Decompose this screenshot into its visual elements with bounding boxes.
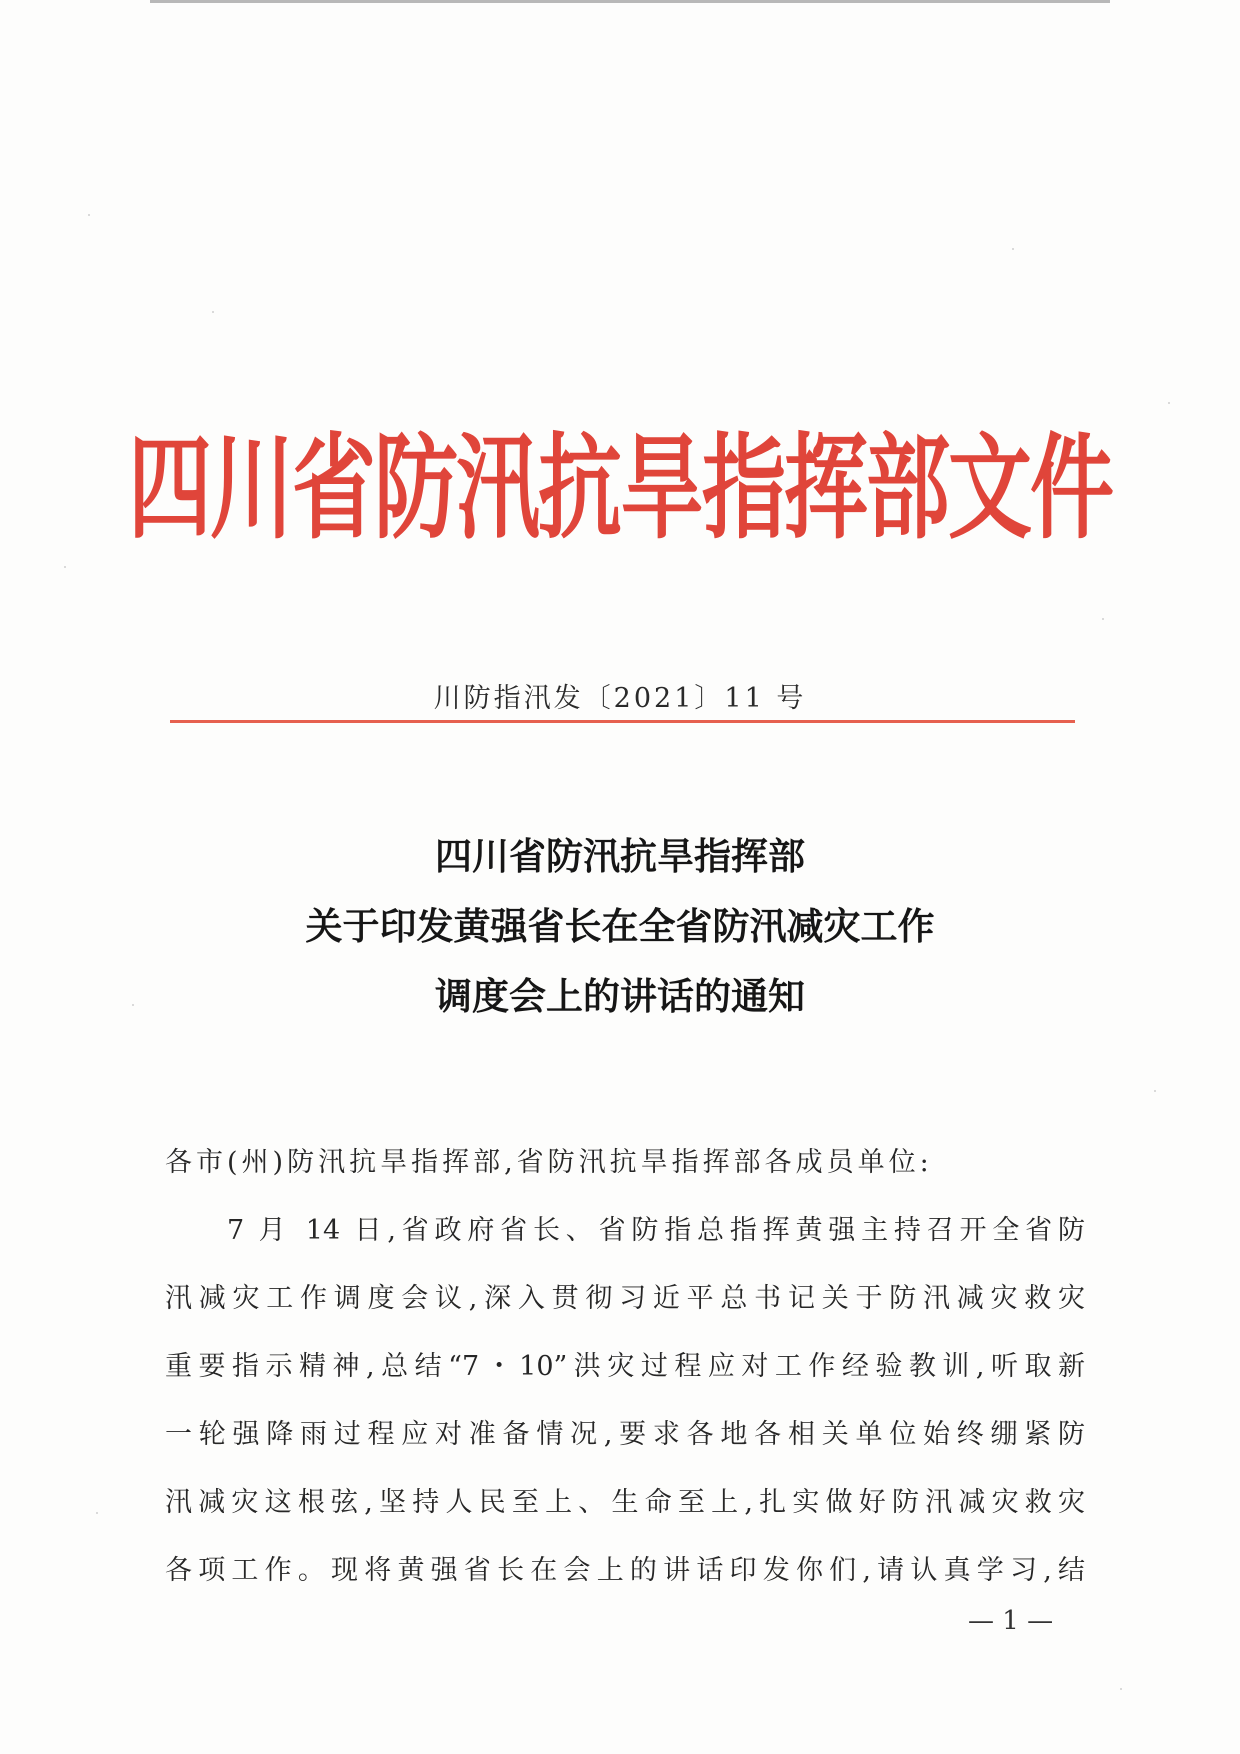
scan-speck (1168, 402, 1170, 404)
body-line: 7 月 14 日,省政府省长、省防指总指挥黄强主持召开全省防 (227, 1215, 1085, 1246)
scan-speck (1154, 1090, 1156, 1092)
body-line: 重要指示精神,总结“7・10”洪灾过程应对工作经验教训,听取新 (165, 1351, 1085, 1382)
scan-top-edge (150, 0, 1110, 3)
document-header-title: 四川省防汛抗旱指挥部文件 (127, 420, 1112, 555)
scan-speck (88, 214, 90, 216)
body-line: 一轮强降雨过程应对准备情况,要求各地各相关单位始终绷紧防 (165, 1419, 1085, 1450)
document-number: 川防指汛发〔2021〕11 号 (433, 683, 807, 714)
notice-body (165, 1140, 1085, 1616)
scan-speck (132, 1004, 134, 1006)
notice-title-line-2: 关于印发黄强省长在全省防汛减灾工作 (305, 904, 935, 948)
scan-speck (96, 1512, 98, 1514)
notice-title (0, 834, 1240, 1048)
scan-speck (64, 566, 66, 568)
scan-speck (212, 311, 214, 313)
red-divider-line (170, 720, 1075, 723)
body-line: 各项工作。现将黄强省长在会上的讲话印发你们,请认真学习,结 (165, 1555, 1085, 1586)
notice-title-line-1: 四川省防汛抗旱指挥部 (435, 834, 805, 878)
notice-title-line-3: 调度会上的讲话的通知 (435, 974, 805, 1018)
scan-speck (1120, 1688, 1122, 1690)
salutation: 各市(州)防汛抗旱指挥部,省防汛抗旱指挥部各成员单位: (165, 1147, 933, 1178)
scan-speck (1102, 618, 1104, 620)
body-line: 汛减灾工作调度会议,深入贯彻习近平总书记关于防汛减灾救灾 (165, 1283, 1085, 1314)
body-line: 汛减灾这根弦,坚持人民至上、生命至上,扎实做好防汛减灾救灾 (165, 1487, 1085, 1518)
scan-speck (1012, 248, 1014, 250)
page-number: — 1 — (968, 1606, 1054, 1636)
